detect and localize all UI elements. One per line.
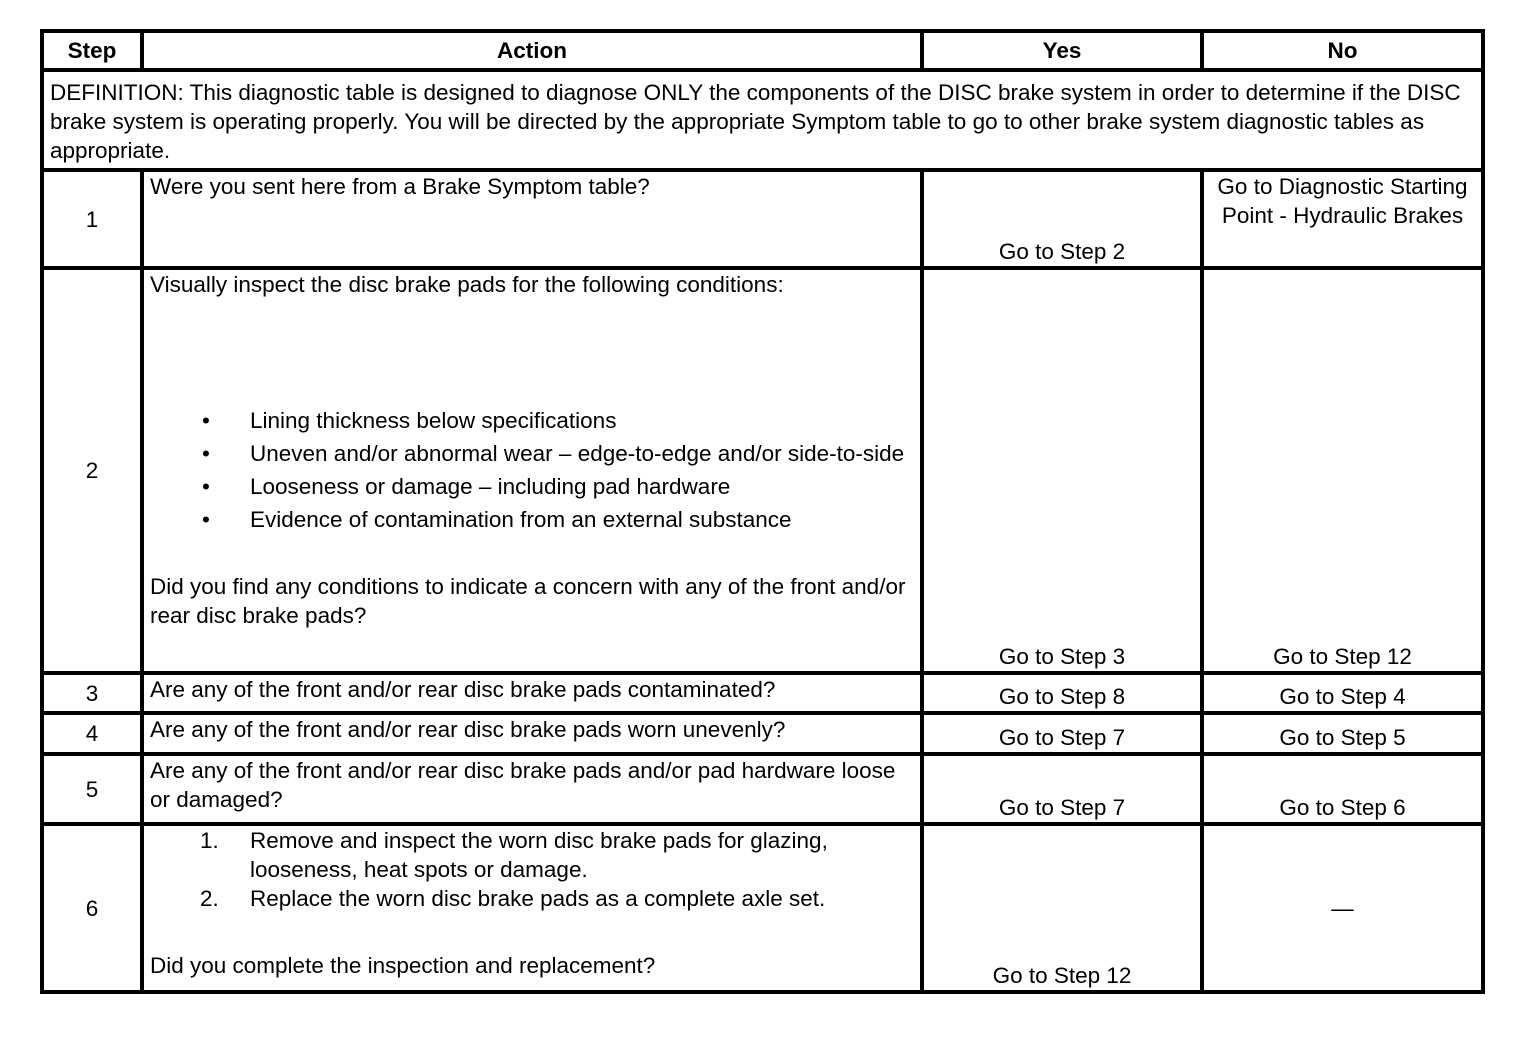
step-number: 2 — [42, 268, 142, 673]
header-step: Step — [42, 31, 142, 70]
list-item: • Looseness or damage – including pad hardware — [202, 474, 731, 499]
definition-row — [42, 70, 1483, 170]
yes-result: Go to Step 3 — [922, 268, 1202, 673]
step-number: 3 — [42, 673, 142, 713]
diagnostic-table — [40, 29, 1485, 994]
no-result: Go to Step 5 — [1202, 713, 1483, 754]
bullet-icon: • — [202, 441, 210, 466]
step-number: 5 — [42, 754, 142, 824]
yes-result: Go to Step 2 — [922, 170, 1202, 268]
action-intro: Visually inspect the disc brake pads for the following conditions: — [150, 272, 784, 297]
bullet-icon: • — [202, 507, 210, 532]
step-number: 4 — [42, 713, 142, 754]
list-item: • Uneven and/or abnormal wear – edge-to-edge and/or side-to-side — [202, 441, 905, 466]
list-item: 2. Replace the worn disc brake pads as a complete axle set. — [200, 886, 826, 911]
action-text: Are any of the front and/or rear disc brake pads worn unevenly? — [142, 713, 922, 754]
yes-result: Go to Step 7 — [922, 754, 1202, 824]
header-row — [42, 31, 1483, 70]
action-cell — [142, 268, 922, 673]
list-item: 1. Remove and inspect the worn disc brake pads for glazing, looseness, heat spots or damage. — [200, 828, 828, 882]
table-row — [42, 713, 1483, 754]
action-cell — [142, 824, 922, 992]
list-number: 1. — [200, 828, 219, 853]
action-question: Did you complete the inspection and replacement? — [150, 953, 656, 978]
definition-text: DEFINITION: This diagnostic table is designed to diagnose ONLY the components of the DISC brake system in order to determine if the DISC brake system is operating properly. You will be directed by the appropriate Symptom table to go to other brake system diagnostic tables as appropriate. — [42, 70, 1483, 170]
table-row — [42, 673, 1483, 713]
bullet-icon: • — [202, 474, 210, 499]
table-row — [42, 754, 1483, 824]
table-row — [42, 824, 1483, 992]
yes-result: Go to Step 8 — [922, 673, 1202, 713]
condition-list — [150, 406, 914, 534]
no-result: Go to Step 4 — [1202, 673, 1483, 713]
header-yes: Yes — [922, 31, 1202, 70]
yes-result: Go to Step 7 — [922, 713, 1202, 754]
header-action: Action — [142, 31, 922, 70]
list-item: • Evidence of contamination from an external substance — [202, 507, 792, 532]
action-question: Did you find any conditions to indicate a concern with any of the front and/or rear disc brake pads? — [150, 574, 906, 628]
no-result: Go to Step 6 — [1202, 754, 1483, 824]
yes-result: Go to Step 12 — [922, 824, 1202, 992]
bullet-icon: • — [202, 408, 210, 433]
procedure-list — [150, 826, 914, 913]
list-item: • Lining thickness below specifications — [202, 408, 617, 433]
table-row — [42, 170, 1483, 268]
table-row — [42, 268, 1483, 673]
header-no: No — [1202, 31, 1483, 70]
step-number: 1 — [42, 170, 142, 268]
no-result: — — [1202, 824, 1483, 992]
no-result: Go to Step 12 — [1202, 268, 1483, 673]
no-result: Go to Diagnostic Starting Point - Hydraulic Brakes — [1202, 170, 1483, 268]
action-text: Were you sent here from a Brake Symptom table? — [142, 170, 922, 268]
action-text: Are any of the front and/or rear disc brake pads and/or pad hardware loose or damaged? — [142, 754, 922, 824]
list-number: 2. — [200, 886, 219, 911]
step-number: 6 — [42, 824, 142, 992]
action-text: Are any of the front and/or rear disc brake pads contaminated? — [142, 673, 922, 713]
